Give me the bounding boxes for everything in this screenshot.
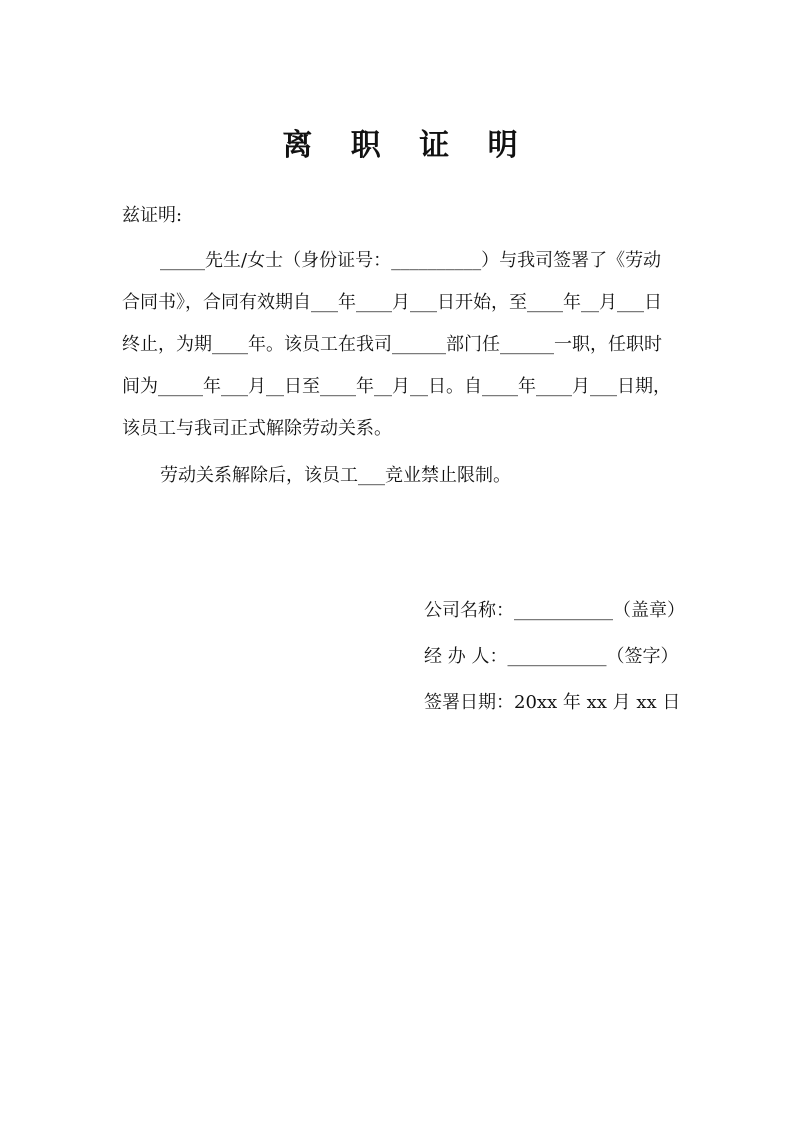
body-line-5: 该员工与我司正式解除劳动关系。 xyxy=(122,418,392,439)
handler-line: 经 办 人：___________（签字） xyxy=(424,646,679,667)
company-name-line: 公司名称：___________（盖章） xyxy=(424,600,685,621)
body-line-1: _____先生/女士（身份证号：__________）与我司签署了《劳动 xyxy=(160,250,662,271)
non-compete-line: 劳动关系解除后，该员工___竞业禁止限制。 xyxy=(160,465,511,486)
document-title: 离 职 证 明 xyxy=(282,128,532,163)
body-line-4: 间为_____年___月__日至____年__月__日。自____年____月___日期， xyxy=(122,376,671,397)
signing-date-line: 签署日期：20xx 年 xx 月 xx 日 xyxy=(424,692,681,713)
salutation: 兹证明: xyxy=(122,205,183,226)
body-line-2: 合同书》，合同有效期自___年____月___日开始，至____年__月___日 xyxy=(122,292,662,313)
body-line-3: 终止，为期____年。该员工在我司______部门任______一职，任职时 xyxy=(122,334,662,355)
